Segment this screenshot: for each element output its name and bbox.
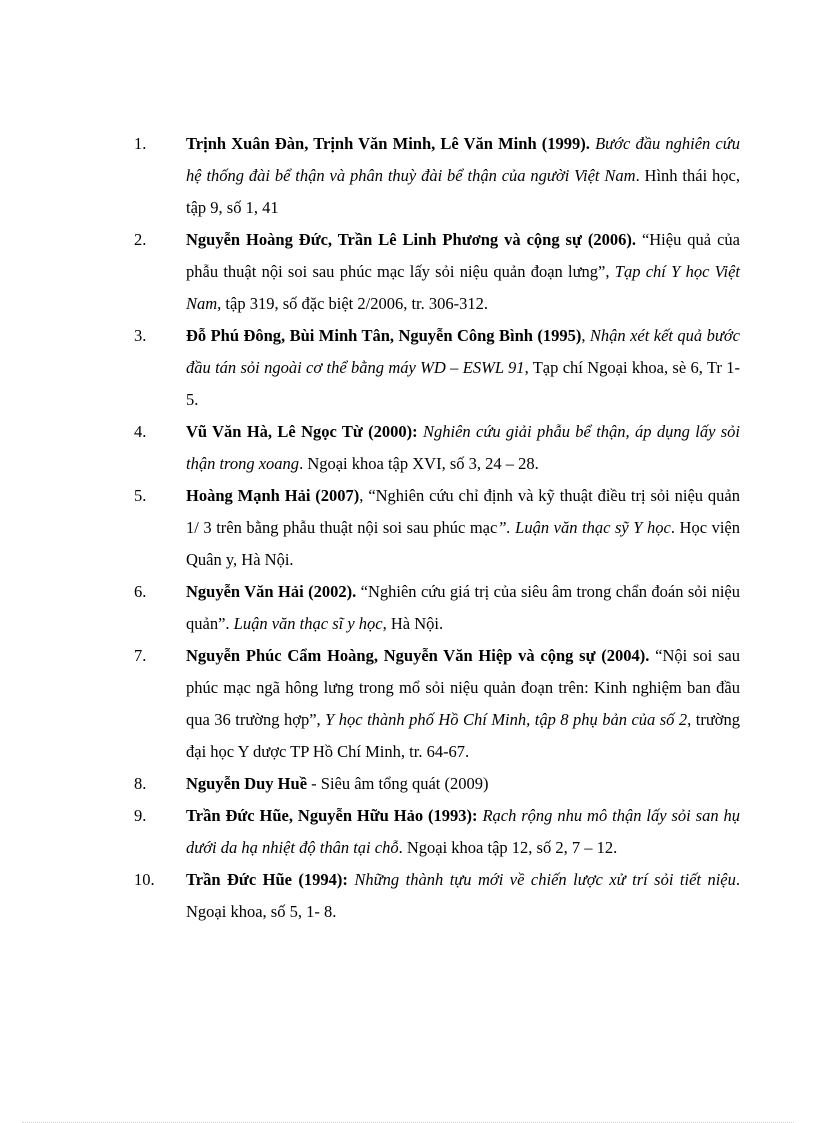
reference-text (186, 128, 740, 224)
reference-item (134, 800, 740, 864)
reference-source: , (581, 326, 590, 345)
reference-number: 5. (134, 486, 147, 505)
reference-authors: Nguyễn Phúc Cẩm Hoàng, Nguyễn Văn Hiệp và cộng sự (2004). (186, 646, 650, 665)
reference-source: “Hiệu quả của phẫu thuật nội soi sau phúc mạc lấy sỏi niệu quản đoạn lưng”, (186, 230, 740, 281)
reference-source: , trường đại học Y dược TP Hồ Chí Minh, tr. 64-67. (186, 710, 741, 761)
reference-item (134, 768, 740, 800)
reference-item (134, 128, 740, 224)
reference-list (134, 128, 740, 928)
reference-text (186, 768, 740, 800)
reference-item (134, 224, 740, 320)
reference-item (134, 416, 740, 480)
reference-text (186, 480, 740, 576)
reference-authors: Trịnh Xuân Đàn, Trịnh Văn Minh, Lê Văn Minh (1999). (186, 134, 590, 153)
reference-item (134, 320, 740, 416)
reference-title: Luận văn thạc sĩ y học (233, 614, 383, 633)
reference-authors: Nguyễn Văn Hải (2002). (186, 582, 357, 601)
reference-source: , “Nghiên cứu chỉ định và kỹ thuật điều trị sỏi niệu quản 1/ 3 trên bằng phẫu thuật nội soi sau phúc mạc (186, 486, 740, 537)
reference-text (186, 864, 740, 928)
reference-source: . Ngoại khoa tập XVI, số 3, 24 – 28. (299, 454, 539, 473)
reference-item (134, 864, 740, 928)
reference-text (186, 320, 740, 416)
reference-number: 1. (134, 134, 147, 153)
reference-text (186, 576, 740, 640)
reference-source: “Nội soi sau phúc mạc ngã hông lưng trong mổ sỏi niệu quản đoạn trên: Kinh nghiệm ban đầu qua 36 trường hợp”, (186, 646, 740, 729)
reference-number: 6. (134, 582, 147, 601)
reference-title: Bước đầu nghiên cứu hệ thống đài bể thận và phân thuỳ đài bể thận của người Việt Nam (186, 134, 740, 185)
reference-number: 7. (134, 646, 147, 665)
reference-source: “Nghiên cứu giá trị của siêu âm trong chẩn đoán sỏi niệu quản”. (186, 582, 740, 633)
reference-item (134, 640, 740, 768)
reference-number: 10. (134, 870, 155, 889)
reference-authors: Đỗ Phú Đông, Bùi Minh Tân, Nguyễn Công Bình (1995) (186, 326, 582, 345)
reference-title: Nghiên cứu giải phẫu bể thận, áp dụng lấy sỏi thận trong xoang (186, 422, 740, 473)
reference-item (134, 576, 740, 640)
reference-authors: Hoàng Mạnh Hải (2007) (186, 486, 360, 505)
reference-authors: Nguyễn Hoàng Đức, Trần Lê Linh Phương và cộng sự (2006). (186, 230, 636, 249)
reference-source: , Hà Nội. (382, 614, 444, 633)
reference-number: 3. (134, 326, 147, 345)
reference-number: 2. (134, 230, 147, 249)
reference-source: . Học viện Quân y, Hà Nội. (186, 518, 740, 569)
reference-authors: Trần Đức Hũe, Nguyễn Hữu Hảo (1993): (186, 806, 478, 825)
reference-title: Y học thành phố Hồ Chí Minh, tập 8 phụ bản của số 2 (325, 710, 688, 729)
reference-title: Rạch rộng nhu mô thận lấy sỏi san hụ dưới da hạ nhiệt độ thân tại chỗ (186, 806, 740, 857)
reference-source: , Tạp chí Ngoại khoa, sè 6, Tr 1-5. (186, 358, 741, 409)
reference-text (186, 800, 740, 864)
reference-source: . Ngoại khoa, số 5, 1- 8. (186, 870, 740, 921)
reference-number: 9. (134, 806, 147, 825)
reference-item (134, 480, 740, 576)
reference-source: . Ngoại khoa tập 12, số 2, 7 – 12. (398, 838, 618, 857)
reference-number: 4. (134, 422, 147, 441)
reference-text (186, 640, 740, 768)
reference-authors: Nguyễn Duy Huề (186, 774, 308, 793)
reference-source: . Hình thái học, tập 9, số 1, 41 (186, 166, 740, 217)
reference-authors: Trần Đức Hũe (1994): (186, 870, 348, 889)
reference-text (186, 416, 740, 480)
reference-source: tập 319, số đặc biệt 2/2006, tr. 306-312. (221, 294, 489, 313)
reference-number: 8. (134, 774, 147, 793)
reference-source: - Siêu âm tổng quát (2009) (307, 774, 489, 793)
reference-text (186, 224, 740, 320)
reference-title: Những thành tựu mới về chiến lược xử trí sỏi tiết niệu (354, 870, 736, 889)
reference-title: Nhận xét kết quả bước đầu tán sỏi ngoài cơ thể bằng máy WD – ESWL 91 (186, 326, 740, 377)
reference-authors: Vũ Văn Hà, Lê Ngọc Từ (2000): (186, 422, 418, 441)
reference-title: Tạp chí Y học Việt Nam, (186, 262, 740, 313)
reference-title: ”. Luận văn thạc sỹ Y học (497, 518, 671, 537)
